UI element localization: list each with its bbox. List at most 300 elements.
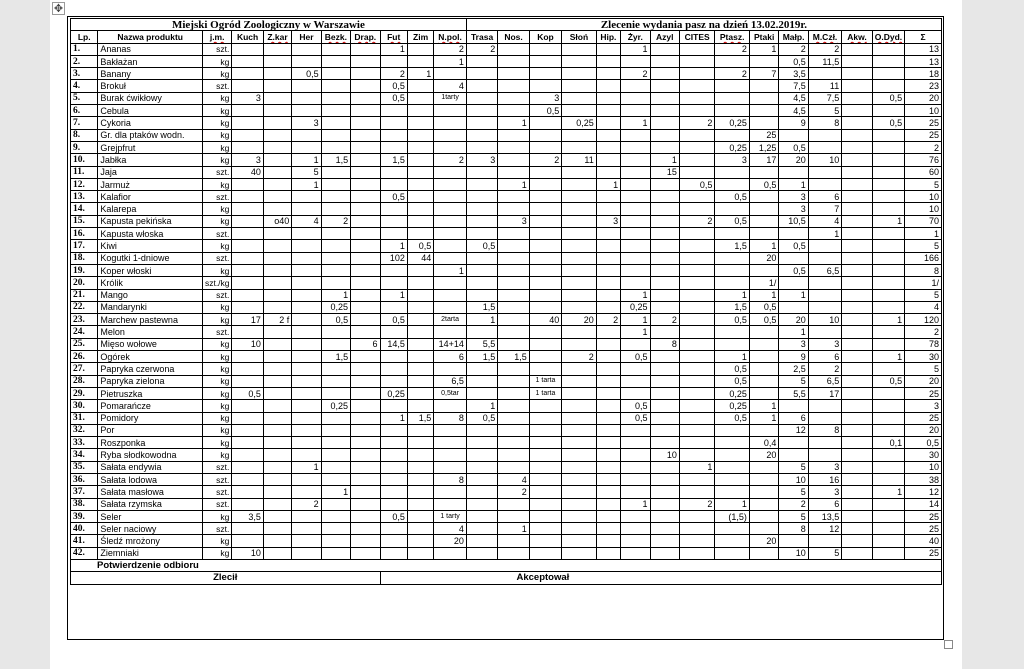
unit[interactable]: szt. <box>202 326 231 338</box>
quantity-cell[interactable] <box>232 473 263 485</box>
quantity-cell[interactable] <box>434 400 467 412</box>
quantity-cell[interactable]: 10 <box>232 547 263 559</box>
unit[interactable]: kg <box>202 215 231 227</box>
quantity-cell[interactable]: 2 <box>434 154 467 166</box>
quantity-cell[interactable] <box>351 473 380 485</box>
quantity-cell[interactable] <box>596 80 620 92</box>
quantity-cell[interactable] <box>292 203 321 215</box>
quantity-cell[interactable]: 3 <box>808 461 841 473</box>
quantity-cell[interactable]: 1 <box>466 314 497 326</box>
quantity-cell[interactable] <box>621 80 650 92</box>
quantity-cell[interactable] <box>321 129 350 141</box>
quantity-cell[interactable] <box>715 461 750 473</box>
unit[interactable]: kg <box>202 338 231 350</box>
quantity-cell[interactable] <box>292 277 321 289</box>
quantity-cell[interactable] <box>842 68 872 80</box>
quantity-cell[interactable] <box>380 547 407 559</box>
row-number[interactable]: 38. <box>71 498 98 510</box>
quantity-cell[interactable]: 3 <box>715 154 750 166</box>
quantity-cell[interactable] <box>529 277 561 289</box>
quantity-cell[interactable] <box>263 55 291 67</box>
quantity-cell[interactable] <box>498 424 529 436</box>
quantity-cell[interactable] <box>562 449 597 461</box>
quantity-cell[interactable]: 6 <box>434 351 467 363</box>
quantity-cell[interactable] <box>562 68 597 80</box>
quantity-cell[interactable] <box>650 400 679 412</box>
quantity-cell[interactable]: 1 <box>872 351 904 363</box>
quantity-cell[interactable]: 3 <box>808 338 841 350</box>
row-number[interactable]: 39. <box>71 510 98 522</box>
quantity-cell[interactable] <box>351 228 380 240</box>
quantity-cell[interactable] <box>596 154 620 166</box>
quantity-cell[interactable] <box>498 461 529 473</box>
quantity-cell[interactable]: 1 <box>434 264 467 276</box>
quantity-cell[interactable] <box>292 338 321 350</box>
quantity-cell[interactable] <box>351 117 380 129</box>
quantity-cell[interactable] <box>749 510 778 522</box>
quantity-cell[interactable] <box>321 473 350 485</box>
quantity-cell[interactable] <box>321 437 350 449</box>
quantity-cell[interactable] <box>842 178 872 190</box>
quantity-cell[interactable] <box>679 363 715 375</box>
quantity-cell[interactable] <box>842 351 872 363</box>
row-total[interactable]: 40 <box>905 535 942 547</box>
quantity-cell[interactable] <box>351 510 380 522</box>
quantity-cell[interactable] <box>380 351 407 363</box>
quantity-cell[interactable]: 2,5 <box>779 363 808 375</box>
quantity-cell[interactable] <box>466 535 497 547</box>
row-total[interactable]: 23 <box>905 80 942 92</box>
row-total[interactable]: 25 <box>905 412 942 424</box>
quantity-cell[interactable] <box>321 338 350 350</box>
quantity-cell[interactable] <box>292 252 321 264</box>
quantity-cell[interactable] <box>351 43 380 55</box>
quantity-cell[interactable] <box>596 117 620 129</box>
quantity-cell[interactable] <box>263 412 291 424</box>
quantity-cell[interactable] <box>232 141 263 153</box>
quantity-cell[interactable] <box>749 547 778 559</box>
quantity-cell[interactable]: 0,25 <box>715 141 750 153</box>
quantity-cell[interactable] <box>498 498 529 510</box>
quantity-cell[interactable]: 4 <box>498 473 529 485</box>
quantity-cell[interactable] <box>232 424 263 436</box>
quantity-cell[interactable] <box>621 166 650 178</box>
quantity-cell[interactable]: 2 <box>808 363 841 375</box>
row-total[interactable]: 70 <box>905 215 942 227</box>
quantity-cell[interactable]: 2 <box>498 486 529 498</box>
quantity-cell[interactable]: 10 <box>232 338 263 350</box>
quantity-cell[interactable] <box>351 141 380 153</box>
unit[interactable]: kg <box>202 141 231 153</box>
quantity-cell[interactable] <box>232 215 263 227</box>
quantity-cell[interactable] <box>872 461 904 473</box>
quantity-cell[interactable] <box>596 437 620 449</box>
quantity-cell[interactable] <box>351 166 380 178</box>
quantity-cell[interactable]: 20 <box>562 314 597 326</box>
quantity-cell[interactable] <box>351 105 380 117</box>
quantity-cell[interactable]: 8 <box>650 338 679 350</box>
quantity-cell[interactable]: 3 <box>232 92 263 104</box>
quantity-cell[interactable] <box>872 387 904 399</box>
quantity-cell[interactable] <box>562 277 597 289</box>
unit[interactable]: kg <box>202 240 231 252</box>
quantity-cell[interactable] <box>650 277 679 289</box>
quantity-cell[interactable]: 1 <box>872 314 904 326</box>
quantity-cell[interactable] <box>596 400 620 412</box>
quantity-cell[interactable] <box>562 461 597 473</box>
quantity-cell[interactable] <box>562 105 597 117</box>
quantity-cell[interactable] <box>407 424 433 436</box>
quantity-cell[interactable]: 0,5 <box>779 240 808 252</box>
product-name[interactable]: Jarmuż <box>98 178 203 190</box>
quantity-cell[interactable] <box>232 289 263 301</box>
quantity-cell[interactable] <box>529 68 561 80</box>
unit[interactable]: kg <box>202 387 231 399</box>
quantity-cell[interactable] <box>466 105 497 117</box>
quantity-cell[interactable]: 1,5 <box>715 240 750 252</box>
quantity-cell[interactable] <box>621 55 650 67</box>
quantity-cell[interactable]: 0,5 <box>749 178 778 190</box>
row-total[interactable]: 38 <box>905 473 942 485</box>
quantity-cell[interactable] <box>434 498 467 510</box>
quantity-cell[interactable] <box>380 424 407 436</box>
product-name[interactable]: Koper włoski <box>98 264 203 276</box>
quantity-cell[interactable] <box>872 473 904 485</box>
quantity-cell[interactable] <box>679 314 715 326</box>
row-number[interactable]: 18. <box>71 252 98 264</box>
quantity-cell[interactable]: 1,5 <box>466 301 497 313</box>
quantity-cell[interactable] <box>872 412 904 424</box>
quantity-cell[interactable] <box>380 498 407 510</box>
quantity-cell[interactable]: 4,5 <box>779 92 808 104</box>
quantity-cell[interactable] <box>596 523 620 535</box>
product-name[interactable]: Ziemniaki <box>98 547 203 559</box>
quantity-cell[interactable]: 0,25 <box>380 387 407 399</box>
quantity-cell[interactable] <box>321 264 350 276</box>
quantity-cell[interactable] <box>842 215 872 227</box>
quantity-cell[interactable] <box>263 178 291 190</box>
quantity-cell[interactable] <box>650 510 679 522</box>
quantity-cell[interactable]: 0,5 <box>715 191 750 203</box>
quantity-cell[interactable] <box>529 400 561 412</box>
row-number[interactable]: 22. <box>71 301 98 313</box>
quantity-cell[interactable] <box>466 424 497 436</box>
row-total[interactable]: 30 <box>905 351 942 363</box>
unit[interactable]: kg <box>202 105 231 117</box>
row-total[interactable]: 166 <box>905 252 942 264</box>
quantity-cell[interactable] <box>292 449 321 461</box>
quantity-cell[interactable] <box>679 473 715 485</box>
quantity-cell[interactable] <box>232 523 263 535</box>
quantity-cell[interactable] <box>872 338 904 350</box>
quantity-cell[interactable] <box>562 363 597 375</box>
product-name[interactable]: Mango <box>98 289 203 301</box>
quantity-cell[interactable] <box>351 523 380 535</box>
quantity-cell[interactable] <box>321 240 350 252</box>
product-name[interactable]: Mandarynki <box>98 301 203 313</box>
quantity-cell[interactable] <box>407 301 433 313</box>
quantity-cell[interactable]: 14+14 <box>434 338 467 350</box>
quantity-cell[interactable] <box>263 363 291 375</box>
quantity-cell[interactable]: 0,5 <box>872 92 904 104</box>
row-total[interactable]: 1/ <box>905 277 942 289</box>
quantity-cell[interactable] <box>842 166 872 178</box>
quantity-cell[interactable] <box>263 252 291 264</box>
quantity-cell[interactable] <box>407 523 433 535</box>
quantity-cell[interactable]: 11 <box>808 80 841 92</box>
quantity-cell[interactable]: 20 <box>779 314 808 326</box>
quantity-cell[interactable] <box>232 412 263 424</box>
quantity-cell[interactable] <box>407 80 433 92</box>
quantity-cell[interactable] <box>842 387 872 399</box>
quantity-cell[interactable] <box>749 55 778 67</box>
quantity-cell[interactable] <box>679 400 715 412</box>
quantity-cell[interactable] <box>498 338 529 350</box>
quantity-cell[interactable]: 2 <box>715 43 750 55</box>
row-total[interactable]: 76 <box>905 154 942 166</box>
quantity-cell[interactable]: 1 <box>779 178 808 190</box>
quantity-cell[interactable] <box>562 191 597 203</box>
quantity-cell[interactable]: 1 <box>621 117 650 129</box>
quantity-cell[interactable] <box>351 486 380 498</box>
quantity-cell[interactable] <box>715 437 750 449</box>
quantity-cell[interactable] <box>321 166 350 178</box>
quantity-cell[interactable] <box>842 55 872 67</box>
quantity-cell[interactable]: 1 <box>434 55 467 67</box>
quantity-cell[interactable] <box>529 240 561 252</box>
quantity-cell[interactable] <box>562 43 597 55</box>
quantity-cell[interactable] <box>263 400 291 412</box>
quantity-cell[interactable]: 3,5 <box>232 510 263 522</box>
quantity-cell[interactable] <box>466 129 497 141</box>
quantity-cell[interactable] <box>498 154 529 166</box>
quantity-cell[interactable] <box>498 326 529 338</box>
quantity-cell[interactable]: 11,5 <box>808 55 841 67</box>
quantity-cell[interactable] <box>842 105 872 117</box>
quantity-cell[interactable]: 2 <box>562 351 597 363</box>
quantity-cell[interactable] <box>351 264 380 276</box>
quantity-cell[interactable] <box>842 314 872 326</box>
quantity-cell[interactable] <box>562 129 597 141</box>
row-number[interactable]: 9. <box>71 141 98 153</box>
quantity-cell[interactable] <box>872 547 904 559</box>
quantity-cell[interactable] <box>263 43 291 55</box>
quantity-cell[interactable] <box>232 449 263 461</box>
quantity-cell[interactable] <box>351 449 380 461</box>
quantity-cell[interactable] <box>466 141 497 153</box>
row-number[interactable]: 10. <box>71 154 98 166</box>
product-name[interactable]: Melon <box>98 326 203 338</box>
quantity-cell[interactable] <box>749 338 778 350</box>
quantity-cell[interactable]: 9 <box>779 117 808 129</box>
quantity-cell[interactable] <box>650 326 679 338</box>
row-total[interactable]: 25 <box>905 117 942 129</box>
quantity-cell[interactable] <box>596 412 620 424</box>
quantity-cell[interactable] <box>407 498 433 510</box>
quantity-cell[interactable] <box>715 80 750 92</box>
quantity-cell[interactable] <box>263 387 291 399</box>
quantity-cell[interactable] <box>292 105 321 117</box>
quantity-cell[interactable] <box>650 535 679 547</box>
quantity-cell[interactable] <box>650 43 679 55</box>
row-total[interactable]: 5 <box>905 178 942 190</box>
quantity-cell[interactable]: 20 <box>779 154 808 166</box>
quantity-cell[interactable] <box>842 43 872 55</box>
row-total[interactable]: 13 <box>905 55 942 67</box>
table-move-handle-icon[interactable]: ✥ <box>53 2 64 15</box>
quantity-cell[interactable] <box>292 55 321 67</box>
quantity-cell[interactable]: 20 <box>749 535 778 547</box>
quantity-cell[interactable] <box>679 228 715 240</box>
quantity-cell[interactable]: 1 <box>292 178 321 190</box>
quantity-cell[interactable] <box>263 449 291 461</box>
table-resize-handle[interactable] <box>944 640 953 649</box>
quantity-cell[interactable] <box>679 486 715 498</box>
quantity-cell[interactable] <box>842 461 872 473</box>
row-number[interactable]: 27. <box>71 363 98 375</box>
quantity-cell[interactable] <box>679 326 715 338</box>
quantity-cell[interactable]: 2 <box>779 43 808 55</box>
quantity-cell[interactable]: 0,5 <box>749 314 778 326</box>
quantity-cell[interactable] <box>715 92 750 104</box>
unit[interactable]: szt. <box>202 252 231 264</box>
quantity-cell[interactable] <box>263 510 291 522</box>
quantity-cell[interactable] <box>351 326 380 338</box>
quantity-cell[interactable] <box>407 547 433 559</box>
quantity-cell[interactable] <box>434 252 467 264</box>
quantity-cell[interactable] <box>466 215 497 227</box>
quantity-cell[interactable] <box>842 240 872 252</box>
quantity-cell[interactable] <box>292 510 321 522</box>
quantity-cell[interactable] <box>562 437 597 449</box>
quantity-cell[interactable]: 2 <box>380 68 407 80</box>
quantity-cell[interactable]: 0,5 <box>380 314 407 326</box>
quantity-cell[interactable] <box>842 547 872 559</box>
quantity-cell[interactable]: 0,25 <box>321 400 350 412</box>
quantity-cell[interactable]: 2tarta <box>434 314 467 326</box>
quantity-cell[interactable] <box>263 547 291 559</box>
row-total[interactable]: 5 <box>905 289 942 301</box>
quantity-cell[interactable] <box>650 387 679 399</box>
row-number[interactable]: 6. <box>71 105 98 117</box>
quantity-cell[interactable]: 2 <box>292 498 321 510</box>
row-number[interactable]: 12. <box>71 178 98 190</box>
quantity-cell[interactable]: 4 <box>434 523 467 535</box>
quantity-cell[interactable]: 1,5 <box>321 154 350 166</box>
quantity-cell[interactable]: 3 <box>529 92 561 104</box>
quantity-cell[interactable] <box>808 240 841 252</box>
quantity-cell[interactable] <box>842 191 872 203</box>
quantity-cell[interactable]: 1,5 <box>321 351 350 363</box>
product-name[interactable]: Sałata rzymska <box>98 498 203 510</box>
quantity-cell[interactable] <box>842 400 872 412</box>
quantity-cell[interactable] <box>498 252 529 264</box>
quantity-cell[interactable] <box>466 264 497 276</box>
quantity-cell[interactable]: 7 <box>749 68 778 80</box>
quantity-cell[interactable] <box>407 141 433 153</box>
quantity-cell[interactable] <box>872 203 904 215</box>
quantity-cell[interactable]: 1 <box>715 351 750 363</box>
quantity-cell[interactable] <box>650 264 679 276</box>
product-name[interactable]: Jaja <box>98 166 203 178</box>
row-total[interactable]: 78 <box>905 338 942 350</box>
product-name[interactable]: Sałata masłowa <box>98 486 203 498</box>
quantity-cell[interactable] <box>407 486 433 498</box>
quantity-cell[interactable] <box>562 547 597 559</box>
quantity-cell[interactable] <box>529 351 561 363</box>
quantity-cell[interactable] <box>292 363 321 375</box>
quantity-cell[interactable] <box>562 473 597 485</box>
quantity-cell[interactable] <box>529 228 561 240</box>
quantity-cell[interactable] <box>679 449 715 461</box>
quantity-cell[interactable]: 5 <box>779 510 808 522</box>
unit[interactable]: kg <box>202 547 231 559</box>
quantity-cell[interactable] <box>621 363 650 375</box>
quantity-cell[interactable] <box>749 105 778 117</box>
quantity-cell[interactable]: 1 <box>498 178 529 190</box>
quantity-cell[interactable] <box>872 277 904 289</box>
quantity-cell[interactable]: 0,5 <box>679 178 715 190</box>
quantity-cell[interactable] <box>562 141 597 153</box>
quantity-cell[interactable] <box>292 129 321 141</box>
quantity-cell[interactable] <box>562 486 597 498</box>
product-name[interactable]: Kiwi <box>98 240 203 252</box>
quantity-cell[interactable] <box>842 424 872 436</box>
quantity-cell[interactable] <box>596 252 620 264</box>
quantity-cell[interactable] <box>321 178 350 190</box>
quantity-cell[interactable]: 44 <box>407 252 433 264</box>
quantity-cell[interactable] <box>351 547 380 559</box>
quantity-cell[interactable]: 3,5 <box>779 68 808 80</box>
quantity-cell[interactable] <box>872 510 904 522</box>
quantity-cell[interactable] <box>650 215 679 227</box>
quantity-cell[interactable] <box>596 535 620 547</box>
quantity-cell[interactable] <box>466 498 497 510</box>
quantity-cell[interactable] <box>529 252 561 264</box>
unit[interactable]: kg <box>202 351 231 363</box>
quantity-cell[interactable]: 8 <box>808 117 841 129</box>
quantity-cell[interactable] <box>679 129 715 141</box>
quantity-cell[interactable] <box>596 547 620 559</box>
row-total[interactable]: 13 <box>905 43 942 55</box>
quantity-cell[interactable] <box>321 55 350 67</box>
quantity-cell[interactable] <box>679 535 715 547</box>
quantity-cell[interactable] <box>498 363 529 375</box>
unit[interactable]: kg <box>202 55 231 67</box>
quantity-cell[interactable]: 8 <box>779 523 808 535</box>
quantity-cell[interactable]: 7,5 <box>808 92 841 104</box>
quantity-cell[interactable] <box>872 154 904 166</box>
quantity-cell[interactable] <box>466 55 497 67</box>
quantity-cell[interactable] <box>621 215 650 227</box>
quantity-cell[interactable]: 0,25 <box>715 387 750 399</box>
quantity-cell[interactable]: 0,5 <box>380 80 407 92</box>
quantity-cell[interactable] <box>650 375 679 387</box>
quantity-cell[interactable] <box>842 289 872 301</box>
quantity-cell[interactable] <box>562 412 597 424</box>
quantity-cell[interactable] <box>498 510 529 522</box>
quantity-cell[interactable]: 2 <box>321 215 350 227</box>
quantity-cell[interactable] <box>466 473 497 485</box>
quantity-cell[interactable] <box>715 55 750 67</box>
quantity-cell[interactable]: 5 <box>292 166 321 178</box>
quantity-cell[interactable] <box>562 55 597 67</box>
quantity-cell[interactable] <box>407 154 433 166</box>
quantity-cell[interactable] <box>621 277 650 289</box>
quantity-cell[interactable] <box>466 80 497 92</box>
quantity-cell[interactable] <box>466 449 497 461</box>
quantity-cell[interactable] <box>562 203 597 215</box>
